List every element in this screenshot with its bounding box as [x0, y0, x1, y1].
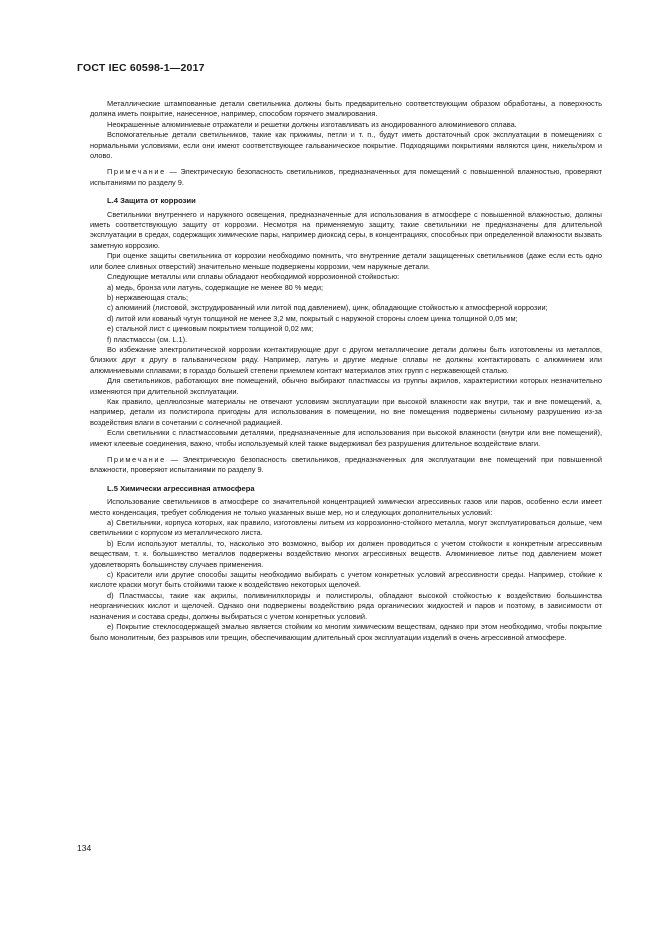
note-text: — Электрическую безопасность светильников, предназначенных для эксплуатации вне помещений при повышенной влажности, проверяют испытаниями по разделу 9.: [90, 455, 602, 475]
paragraph: Металлические штампованные детали светильника должны быть предварительно соответствующим образом обработаны, а поверхность должна иметь покрытие, нанесенное, например, способом горячего эмалирования.: [90, 99, 602, 119]
note-label: Примечание: [107, 167, 166, 177]
list-item: a) медь, бронза или латунь, содержащие не менее 80 % меди;: [107, 282, 323, 292]
paragraph: При оценке защиты светильника от коррозии необходимо помнить, что внутренние детали защищенных светильников (даже если есть одно или более сливных отверстий) значительно меньше подвержены коррозии, чем наружные детали.: [90, 251, 602, 271]
note-text: — Электрическую безопасность светильников, предназначенных для помещений с повышенной влажностью, проверяют испытаниями по разделу 9.: [90, 167, 602, 187]
paragraph: Вспомогательные детали светильников, такие как прижимы, петли и т. п., будут иметь достаточный срок эксплуатации в помещениях с нормальными условиями, если они имеют соответствующее гальваническое покрытие. Подходящими покрытиями являются цинк, никель/хром и олово.: [90, 130, 602, 161]
paragraph: Как правило, целлюлозные материалы не отвечают условиям эксплуатации при высокой влажности как внутри, так и вне помещений, а, например, детали из полистирола пригодны для использования в помещении, но вне помещения подвержены сильному разрушению из-за воздействия влаги в сочетании с солнечной радиацией.: [90, 396, 602, 427]
list-item: c) Красители или другие способы защиты необходимо выбирать с учетом конкретных условий агрессивности среды. Например, стойкие к кислоте краски могут быть стойкими также к воздействию некоторых щелочей.: [90, 570, 602, 590]
section-heading-l5: L.5 Химически агрессивная атмосфера: [107, 483, 255, 493]
list-item: c) алюминий (листовой, экструдированный или литой под давлением), цинк, обладающие стойкостью к атмосферной коррозии;: [107, 303, 548, 313]
paragraph: Во избежание электролитической коррозии контактирующие друг с другом металлические детали должны быть изготовлены из металлов, близких друг к другу в гальваническом ряду. Например, латунь и другие медные сплавы не должны контактировать с алюминием или алюминиевыми сплавами; в гораздо большей степени приемлем контакт материалов этих групп с нержавеющей сталью.: [90, 344, 602, 375]
section-heading-l4: L.4 Защита от коррозии: [107, 196, 196, 206]
list-item: b) нержавеющая сталь;: [107, 292, 189, 302]
document-header: ГОСТ IEC 60598-1—2017: [77, 62, 205, 74]
list-item: e) Покрытие стеклосодержащей эмалью является стойким ко многим химическим веществам, однако при этом необходимо, чтобы покрытие было монолитным, без разрывов или трещин, обеспечивающим длительный срок эксплуатации изделий в очень агрессивной атмосфере.: [90, 622, 602, 642]
note-label: Примечание: [107, 455, 166, 464]
page-number: 134: [77, 843, 92, 853]
paragraph: Если светильники с пластмассовыми деталями, предназначенные для использования при высокой влажности (внутри или вне помещений), имеют клеевые соединения, важно, чтобы используемый клей также выдерживал без разрушения длительное воздействие влаги.: [90, 428, 602, 448]
list-item: d) литой или кованый чугун толщиной не менее 3,2 мм, покрытый с наружной стороны слоем цинка толщиной 0,05 мм;: [107, 313, 518, 323]
paragraph: Использование светильников в атмосфере со значительной концентрацией химически агрессивных газов или паров, особенно если имеет место конденсация, требует соблюдения не только указанных выше мер, но и следующих дополнительных условий:: [90, 497, 602, 517]
paragraph: Для светильников, работающих вне помещений, обычно выбирают пластмассы из группы акрилов, характеристики которых незначительно изменяются при длительной эксплуатации.: [90, 376, 602, 396]
note: [90, 167, 602, 188]
list-item: a) Светильники, корпуса которых, как правило, изготовлены литьем из коррозионно-стойкого металла, могут эксплуатироваться дольше, чем светильники с корпусом из металлического листа.: [90, 518, 602, 538]
paragraph: Неокрашенные алюминиевые отражатели и решетки должны изготавливать из анодированного алюминиевого сплава.: [107, 119, 517, 129]
document-body: [90, 99, 602, 643]
list-item: d) Пластмассы, такие как акрилы, поливинилхлориды и полистиролы, обладают высокой стойкостью к воздействию большинства неорганических кислот и щелочей. Однако они подвержены воздействию ряда органических жидкостей и паров и поэтому, в зависимости от назначения и состава среды, должны выбираться с учетом конкретных условий.: [90, 590, 602, 621]
note: [90, 455, 602, 476]
paragraph: Светильники внутреннего и наружного освещения, предназначенные для использования в атмосфере с повышенной влажностью, должны иметь соответствующую защиту от коррозии. Несмотря на применяемую защиту, такие светильники не предназначены для длительной эксплуатации в средах, содержащих химические пары, например диоксид серы, в концентрациях, способных при определенной влажности вызвать заметную коррозию.: [90, 209, 602, 250]
list-item: b) Если используют металлы, то, насколько это возможно, выбор их должен проводиться с учетом стойкости к конкретным агрессивным веществам, т. к. большинство металлов подвержены воздействию многих агрессивных веществ. Алюминиевое литье под давлением может удовлетворять большинству случаев применения.: [90, 538, 602, 569]
paragraph: Следующие металлы или сплавы обладают необходимой коррозионной стойкостью:: [107, 272, 400, 282]
list-item: f) пластмассы (см. L.1).: [107, 334, 188, 344]
list-item: e) стальной лист с цинковым покрытием толщиной 0,02 мм;: [107, 324, 314, 334]
